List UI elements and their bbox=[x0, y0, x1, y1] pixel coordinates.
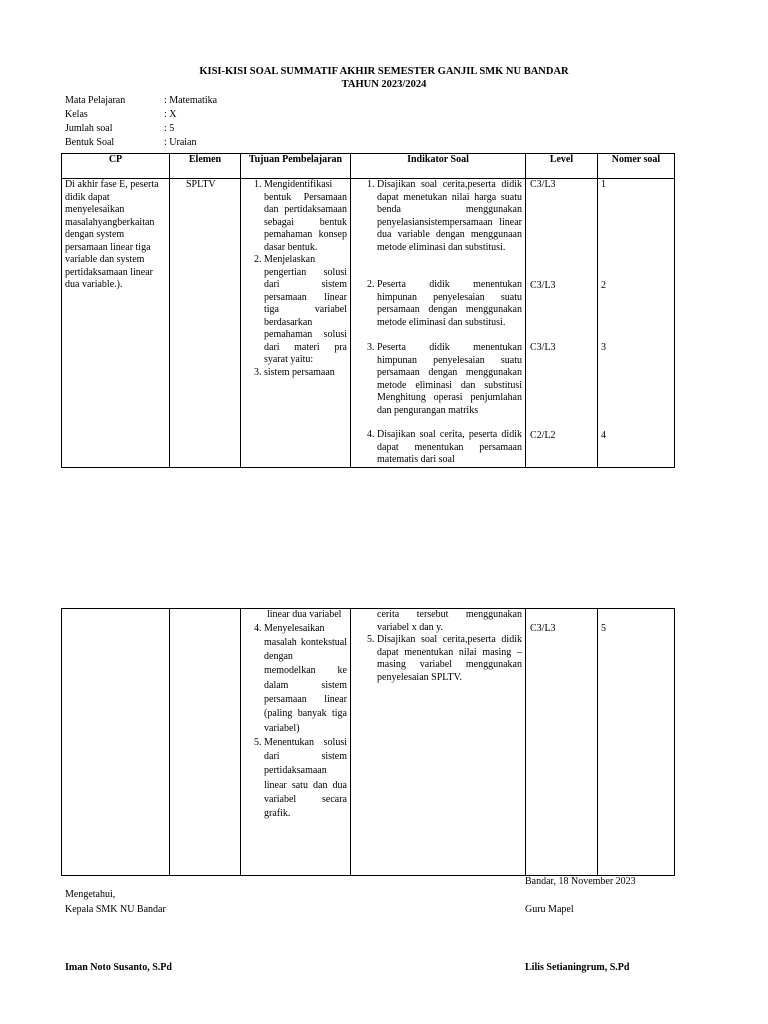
meta-value-mapel: : Matematika bbox=[164, 95, 218, 106]
tujuan-item: 1. Mengidentifikasi bentuk Persamaan dan pertidaksamaan sebagai bentuk pemahaman konsep dasar bentuk. bbox=[264, 179, 347, 254]
kepala-sekolah-name: Iman Noto Susanto, S.Pd bbox=[65, 962, 172, 973]
header-elemen: Elemen bbox=[170, 154, 241, 179]
level-value: C3/L3 bbox=[530, 342, 556, 353]
nomor-value: 5 bbox=[601, 623, 606, 634]
kisi-table-part1 bbox=[61, 153, 675, 468]
tujuan-list-cont bbox=[241, 622, 350, 822]
level-value: C3/L3 bbox=[530, 279, 556, 291]
tujuan-item: 2. Menjelaskan pengertian solusi dari sistem persamaan linear tiga variabel berdasarkan pemahaman solusi dari materi pra syarat yaitu: bbox=[264, 254, 347, 367]
guru-mapel-label: Guru Mapel bbox=[525, 904, 574, 915]
meta-value-bentuk: : Uraian bbox=[164, 137, 197, 148]
nomor-value: 2 bbox=[601, 279, 606, 291]
header-nomor: Nomer soal bbox=[598, 154, 675, 179]
tujuan-continued: linear dua variabel bbox=[267, 609, 342, 620]
meta-label-bentuk: Bentuk Soal bbox=[65, 137, 115, 148]
signature-date: Bandar, 18 November 2023 bbox=[525, 876, 636, 887]
indikator-continued: cerita tersebut menggunakan variabel x dan y. bbox=[377, 609, 522, 633]
mengetahui-label: Mengetahui, bbox=[65, 889, 116, 900]
header-level: Level bbox=[526, 154, 598, 179]
elemen-text: SPLTV bbox=[186, 179, 216, 190]
kepala-sekolah-label: Kepala SMK NU Bandar bbox=[65, 904, 166, 915]
indikator-item: 4. Disajikan soal cerita, peserta didik dapat menentukan persamaan matematis dari soal bbox=[377, 429, 522, 467]
nomor-column bbox=[598, 179, 674, 442]
tujuan-item: 5. Menentukan solusi dari sistem pertidaksamaan linear satu dan dua variabel secara grafik. bbox=[264, 736, 347, 822]
cp-text: Di akhir fase E, peserta didik dapat menyelesaikan masalahyangberkaitan dengan system persamaan linear tiga variable dan system pertidaksamaan linear dua variable.). bbox=[65, 179, 159, 290]
level-value: C3/L3 bbox=[530, 179, 556, 190]
document-year: TAHUN 2023/2024 bbox=[341, 79, 427, 90]
tujuan-item: 3. sistem persamaan bbox=[264, 367, 347, 380]
indikator-item: 5. Disajikan soal cerita,peserta didik dapat menentukan nilai masing – masing variabel menggunakan penyelesaian SPLTV. bbox=[377, 634, 522, 684]
meta-label-kelas: Kelas bbox=[65, 109, 88, 120]
nomor-value: 3 bbox=[601, 342, 606, 353]
indikator-list-cont bbox=[351, 634, 525, 684]
indikator-item: 3. Peserta didik menentukan himpunan penyelesaian suatu persamaan dengan menggunakan metode eliminasi dan substitusi Menghitung operasi penjumlahan dan pengurangan matriks bbox=[377, 342, 522, 429]
document-title: KISI-KISI SOAL SUMMATIF AKHIR SEMESTER GANJIL SMK NU BANDAR bbox=[199, 66, 569, 77]
meta-label-jumlah: Jumlah soal bbox=[65, 123, 113, 134]
header-indikator: Indikator Soal bbox=[351, 154, 526, 179]
tujuan-item: 4. Menyelesaikan masalah kontekstual dengan memodelkan ke dalam sistem persamaan linear (paling banyak tiga variabel) bbox=[264, 622, 347, 736]
header-cp: CP bbox=[62, 154, 170, 179]
table-row bbox=[62, 179, 675, 468]
header-tujuan: Tujuan Pembelajaran bbox=[241, 154, 351, 179]
level-value: C3/L3 bbox=[530, 623, 556, 634]
tujuan-list bbox=[241, 179, 350, 379]
level-value: C2/L2 bbox=[530, 429, 556, 441]
meta-label-mapel: Mata Pelajaran bbox=[65, 95, 126, 106]
nomor-value: 1 bbox=[601, 179, 606, 190]
kisi-table-part2 bbox=[61, 608, 675, 876]
nomor-value: 4 bbox=[601, 429, 606, 441]
indikator-item: 1. Disajikan soal cerita,peserta didik dapat menetukan nilai harga suatu benda menggunakan penyelasiansistempersamaan linear dua variable dengan menggunaan metode eliminasi dan substitusi. bbox=[377, 179, 522, 279]
meta-value-jumlah: : 5 bbox=[164, 123, 175, 134]
indikator-item: 2. Peserta didik menentukan himpunan penyelesaian suatu persamaan dengan menggunakan metode eliminasi dan substitusi. bbox=[377, 279, 522, 342]
table-header-row bbox=[62, 154, 675, 179]
meta-value-kelas: : X bbox=[164, 109, 177, 120]
indikator-list bbox=[351, 179, 525, 467]
table-row bbox=[62, 609, 675, 876]
level-column bbox=[526, 179, 597, 442]
guru-mapel-name: Lilis Setianingrum, S.Pd bbox=[525, 962, 630, 973]
